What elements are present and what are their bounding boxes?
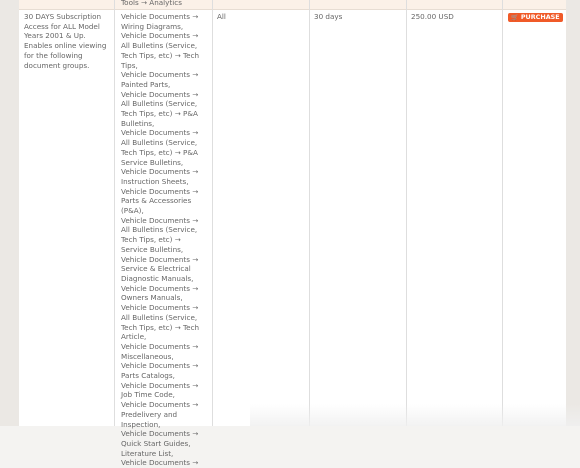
page-margin-left xyxy=(0,0,19,426)
document-group-item: Vehicle Documents → Job Time Code, xyxy=(121,380,199,400)
document-group-item: Vehicle Documents → All Bulletins (Service, Tech Tips, etc) → Tech Tips, xyxy=(121,31,200,70)
document-group-item: Vehicle Documents → Predelivery and Inspection, xyxy=(121,400,199,429)
cart-icon: 🛒 xyxy=(511,14,519,21)
column-divider xyxy=(212,0,213,426)
column-divider xyxy=(309,0,310,426)
document-group-item: Vehicle Documents → Quick Start Guides, Literature List, xyxy=(121,429,199,458)
document-group-item: Vehicle Documents → All Bulletins (Service, Tech Tips, etc) → P&A Service Bulletins, xyxy=(121,128,199,167)
purchase-label: PURCHASE xyxy=(520,13,560,21)
document-group-item: Vehicle Documents → Parts & Accessories (P&A), xyxy=(121,186,199,216)
document-group-item: Vehicle Documents → Instruction Sheets, xyxy=(121,167,199,186)
document-groups-list xyxy=(121,12,208,468)
purchase-button[interactable] xyxy=(508,13,563,22)
column-divider xyxy=(502,0,503,426)
document-group-item: Vehicle Documents → Service & Electrical Diagnostic Manuals, xyxy=(121,254,199,283)
document-group-item: Vehicle Documents → Parts Catalogs, xyxy=(121,361,199,381)
column-divider xyxy=(114,0,115,426)
document-group-item: Vehicle Documents → Miscellaneous, xyxy=(121,341,199,361)
header-fragment: Tools → Analytics xyxy=(121,0,182,7)
price: 250.00 USD xyxy=(411,12,454,21)
document-group-item: Vehicle Documents → Owners Manuals, xyxy=(121,283,199,303)
subscription-description: 30 DAYS Subscription Access for ALL Model Years 2001 & Up. Enables online viewing for the following document groups. xyxy=(24,12,107,70)
table-header-band xyxy=(19,0,566,10)
duration: 30 days xyxy=(314,12,343,21)
document-group-item: Vehicle Documents → All Bulletins (Service, Tech Tips, etc) → Service Bulletins, xyxy=(121,215,199,254)
document-group-item: Vehicle Documents → Wiring Diagrams, xyxy=(121,12,199,31)
subscription-table xyxy=(19,0,566,468)
document-group-item: Vehicle Documents → All Bulletins (Service, Tech Tips, etc) → P&A Bulletins, xyxy=(121,89,199,128)
bottom-fade xyxy=(250,404,580,426)
model-years: All xyxy=(217,12,226,21)
document-group-item: Vehicle Documents → All Bulletins (Service, Tech Tips, etc) → Tech Article, xyxy=(121,303,200,342)
page-margin-right xyxy=(566,0,580,426)
document-group-item: Vehicle Documents → xyxy=(121,458,199,468)
document-group-item: Vehicle Documents → Painted Parts, xyxy=(121,70,199,89)
column-divider xyxy=(406,0,407,426)
